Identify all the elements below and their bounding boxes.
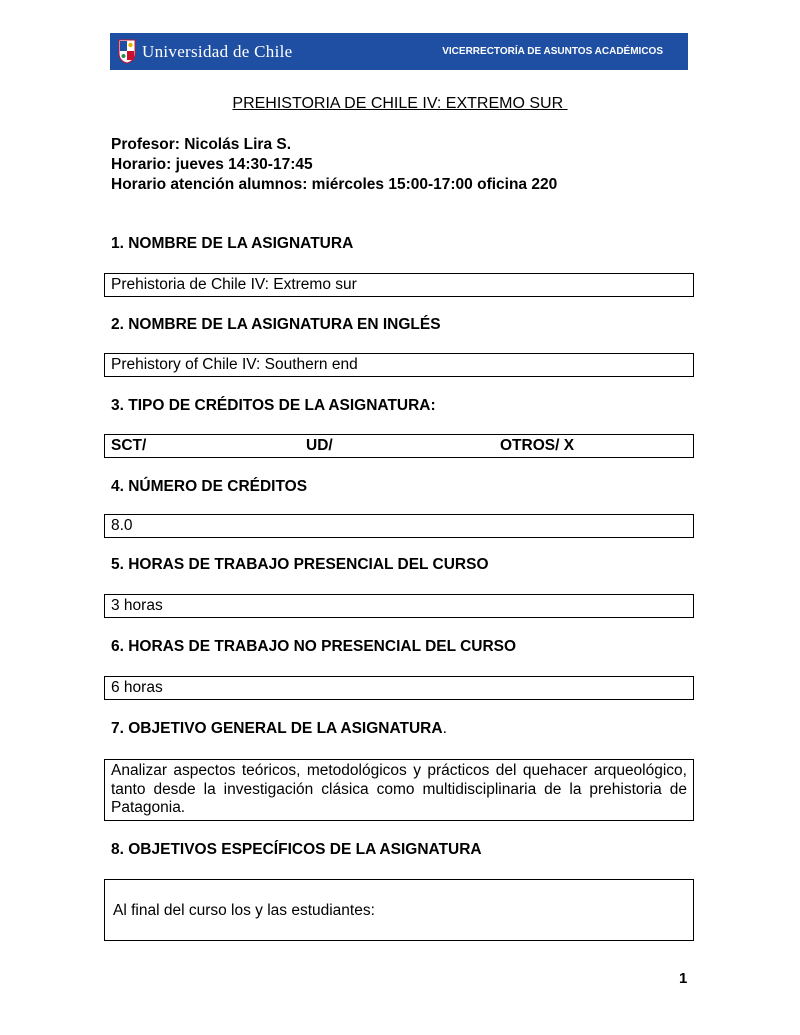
credit-type-box [104, 434, 694, 458]
presential-hours-value: 3 horas [111, 597, 163, 614]
section-6-heading: 6. HORAS DE TRABAJO NO PRESENCIAL DEL CURSO [111, 638, 517, 655]
section-4-heading: 4. NÚMERO DE CRÉDITOS [111, 478, 308, 495]
section-2-heading: 2. NOMBRE DE LA ASIGNATURA EN INGLÉS [111, 316, 441, 333]
course-name-english-box [104, 353, 694, 377]
university-name: Universidad de Chile [142, 42, 293, 61]
section-1-heading: 1. NOMBRE DE LA ASIGNATURA [111, 235, 354, 252]
vicerrectoria-label: VICERRECTORÍA DE ASUNTOS ACADÉMICOS [442, 46, 663, 57]
section-3-heading: 3. TIPO DE CRÉDITOS DE LA ASIGNATURA: [111, 397, 436, 414]
professor-line: Profesor: Nicolás Lira S. [111, 136, 292, 153]
credit-type-sct: SCT/ [111, 437, 147, 454]
course-title: PREHISTORIA DE CHILE IV: EXTREMO SUR [232, 95, 568, 112]
course-name-value: Prehistoria de Chile IV: Extremo sur [111, 276, 357, 293]
section-7-heading [111, 720, 447, 738]
specific-objectives-value: Al final del curso los y las estudiantes: [113, 902, 375, 919]
presential-hours-box [104, 594, 694, 618]
non-presential-hours-box [104, 676, 694, 700]
schedule-line: Horario: jueves 14:30-17:45 [111, 156, 313, 173]
header-banner [110, 33, 688, 70]
section-8-heading: 8. OBJETIVOS ESPECÍFICOS DE LA ASIGNATURA [111, 841, 482, 858]
non-presential-hours-value: 6 horas [111, 679, 163, 696]
specific-objectives-box [104, 879, 694, 941]
course-name-box [104, 273, 694, 297]
course-name-english-value: Prehistory of Chile IV: Southern end [111, 356, 358, 373]
general-objective-value: Analizar aspectos teóricos, metodológicos y prácticos del quehacer arqueológico, tanto desde la investigación clásica como multidisciplinaria de la prehistoria de Patagonia. [111, 762, 687, 816]
page-number: 1 [679, 970, 688, 987]
credit-type-ud: UD/ [306, 437, 333, 454]
university-crest-icon [118, 38, 136, 64]
section-7-trail: . [442, 720, 447, 737]
section-5-heading: 5. HORAS DE TRABAJO PRESENCIAL DEL CURSO [111, 556, 489, 573]
credits-number-value: 8.0 [111, 517, 133, 534]
credits-number-box [104, 514, 694, 538]
credit-type-otros: OTROS/ X [500, 437, 575, 454]
general-objective-box [104, 759, 694, 821]
section-7-title: 7. OBJETIVO GENERAL DE LA ASIGNATURA [111, 720, 443, 737]
office-hours-line: Horario atención alumnos: miércoles 15:00-17:00 oficina 220 [111, 176, 558, 193]
